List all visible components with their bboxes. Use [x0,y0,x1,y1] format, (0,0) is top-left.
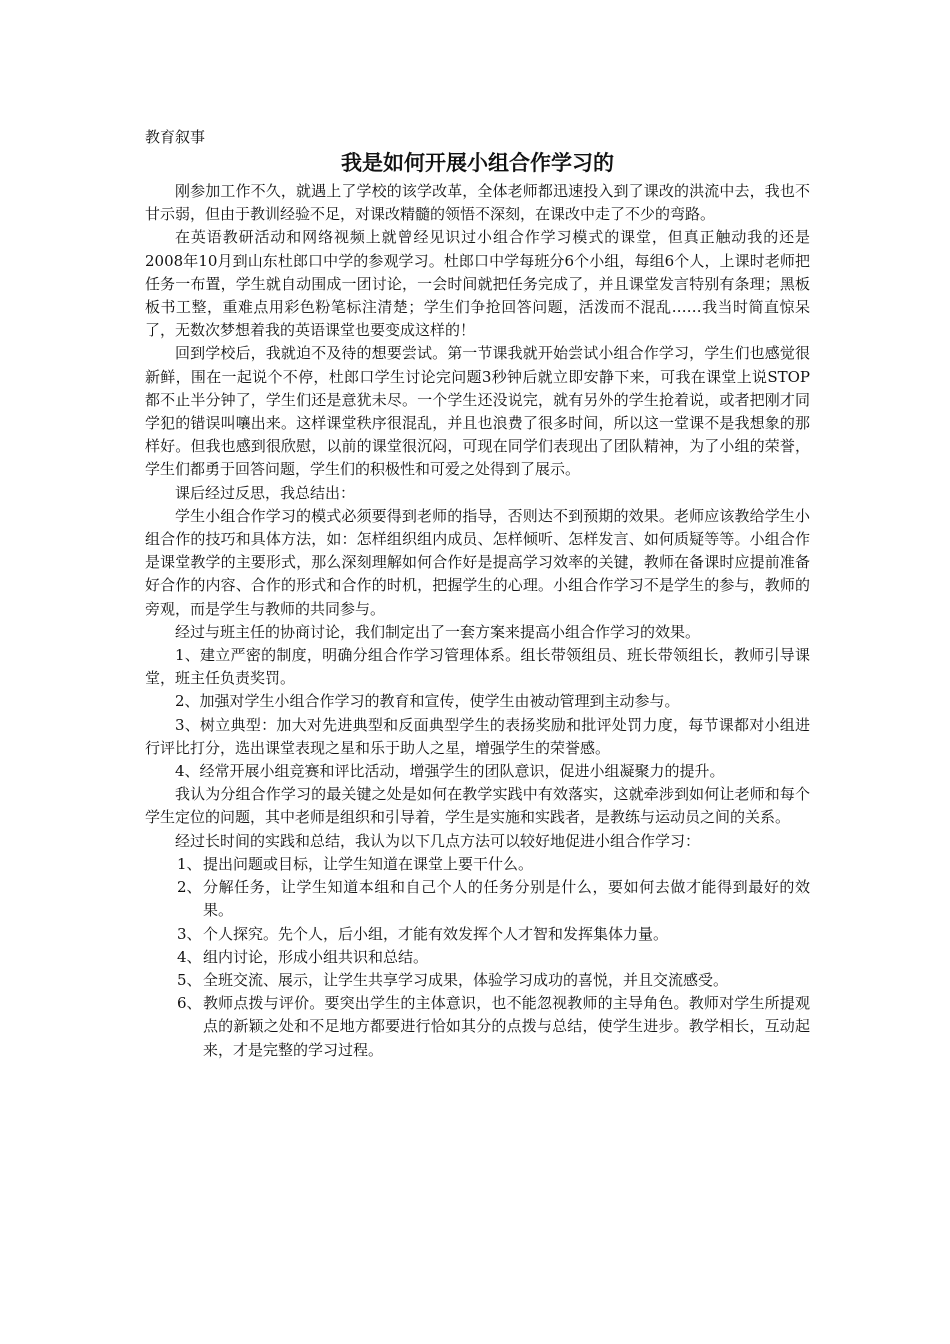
list-item-text: 分解任务，让学生知道本组和自己个人的任务分别是什么，要如何去做才能得到最好的效果。 [203,878,810,920]
document-title: 我是如何开展小组合作学习的 [341,151,614,175]
list-item-number: 2、 [177,878,202,897]
list-item-text: 全班交流、展示，让学生共享学习成果，体验学习成功的喜悦，并且交流感受。 [203,970,729,989]
measure-item: 2、加强对学生小组合作学习的教育和宣传，使学生由被动管理到主动参与。 [175,692,680,711]
list-item [145,923,810,946]
list-item-number: 4、 [177,947,202,966]
paragraph: 我认为分组合作学习的最关键之处是如何在教学实践中有效落实，这就牵涉到如何让老师和每个学生定位的问题，其中老师是组织和引导着，学生是实施和实践者，是教练与运动员之间的关系。 [145,785,810,827]
list-item [145,853,810,876]
document-body [145,126,810,1062]
paragraph: 在英语教研活动和网络视频上就曾经见识过小组合作学习模式的课堂，但真正触动我的还是2008年10月到山东杜郎口中学的参观学习。杜郎口中学每班分6个小组，每组6个人，上课时老师把任务一布置，学生就自动围成一团讨论，一会时间就把任务完成了，并且课堂发言特别有条理；黑板板书工整，重难点用彩色粉笔标注清楚；学生们争抢回答问题，活泼而不混乱……我当时简直惊呆了，无数次梦想着我的英语课堂也要变成这样的！ [145,228,810,340]
list-item-number: 3、 [177,924,202,943]
measure-item: 1、建立严密的制度，明确分组合作学习管理体系。组长带领组员、班长带领组长，教师引导课堂，班主任负责奖罚。 [145,646,810,688]
list-item-number: 6、 [177,994,202,1013]
paragraph: 经过与班主任的协商讨论，我们制定出了一套方案来提高小组合作学习的效果。 [175,622,701,641]
list-item-text: 个人探究。先个人，后小组，才能有效发挥个人才智和发挥集体力量。 [203,924,669,943]
paragraph: 回到学校后，我就迫不及待的想要尝试。第一节课我就开始尝试小组合作学习，学生们也感觉很新鲜，围在一起说个不停，杜郎口学生讨论完问题3秒钟后就立即安静下来，可我在课堂上说STOP都不止半分钟了，学生们还是意犹未尽。一个学生还没说完，就有另外的学生抢着说，或者把刚才同学犯的错误叫嚷出来。这样课堂秩序很混乱，并且也浪费了很多时间，所以这一堂课不是我想象的那样好。但我也感到很欣慰，以前的课堂很沉闷，可现在同学们表现出了团队精神，为了小组的荣誉，学生们都勇于回答问题，学生们的积极性和可爱之处得到了展示。 [145,344,810,479]
document-category: 教育叙事 [145,128,206,146]
list-item [145,876,810,922]
measure-item: 4、经常开展小组竞赛和评比活动，增强学生的团队意识，促进小组凝聚力的提升。 [175,762,725,781]
list-item-text: 教师点拨与评价。要突出学生的主体意识，也不能忽视教师的主导角色。教师对学生所提观点的新颖之处和不足地方都要进行恰如其分的点拨与总结，使学生进步。教学相长，互动起来，才是完整的学习过程。 [203,994,810,1059]
list-item-number: 1、 [177,854,202,873]
list-item [145,946,810,969]
list-item [145,992,810,1062]
list-item-text: 组内讨论，形成小组共识和总结。 [203,947,429,966]
list-item [145,969,810,992]
measure-item: 3、树立典型：加大对先进典型和反面典型学生的表扬奖励和批评处罚力度，每节课都对小组进行评比打分，选出课堂表现之星和乐于助人之星，增强学生的荣誉感。 [145,715,810,757]
paragraph: 学生小组合作学习的模式必须要得到老师的指导，否则达不到预期的效果。老师应该教给学生小组合作的技巧和具体方法，如：怎样组织组内成员、怎样倾听、怎样发言、如何质疑等等。小组合作是课堂教学的主要形式，那么深刻理解如何合作好是提高学习效率的关键，教师在备课时应提前准备好合作的内容、合作的形式和合作的时机，把握学生的心理。小组合作学习不是学生的参与，教师的旁观，而是学生与教师的共同参与。 [145,506,810,618]
list-item-number: 5、 [177,970,202,989]
paragraph: 课后经过反思，我总结出： [175,483,356,502]
method-list [145,853,810,1062]
paragraph: 经过长时间的实践和总结，我认为以下几点方法可以较好地促进小组合作学习： [175,831,701,850]
paragraph: 刚参加工作不久，就遇上了学校的该学改革，全体老师都迅速投入到了课改的洪流中去，我也不甘示弱，但由于教训经验不足，对课改精髓的领悟不深刻，在课改中走了不少的弯路。 [145,182,810,224]
list-item-text: 提出问题或目标，让学生知道在课堂上要干什么。 [203,854,534,873]
